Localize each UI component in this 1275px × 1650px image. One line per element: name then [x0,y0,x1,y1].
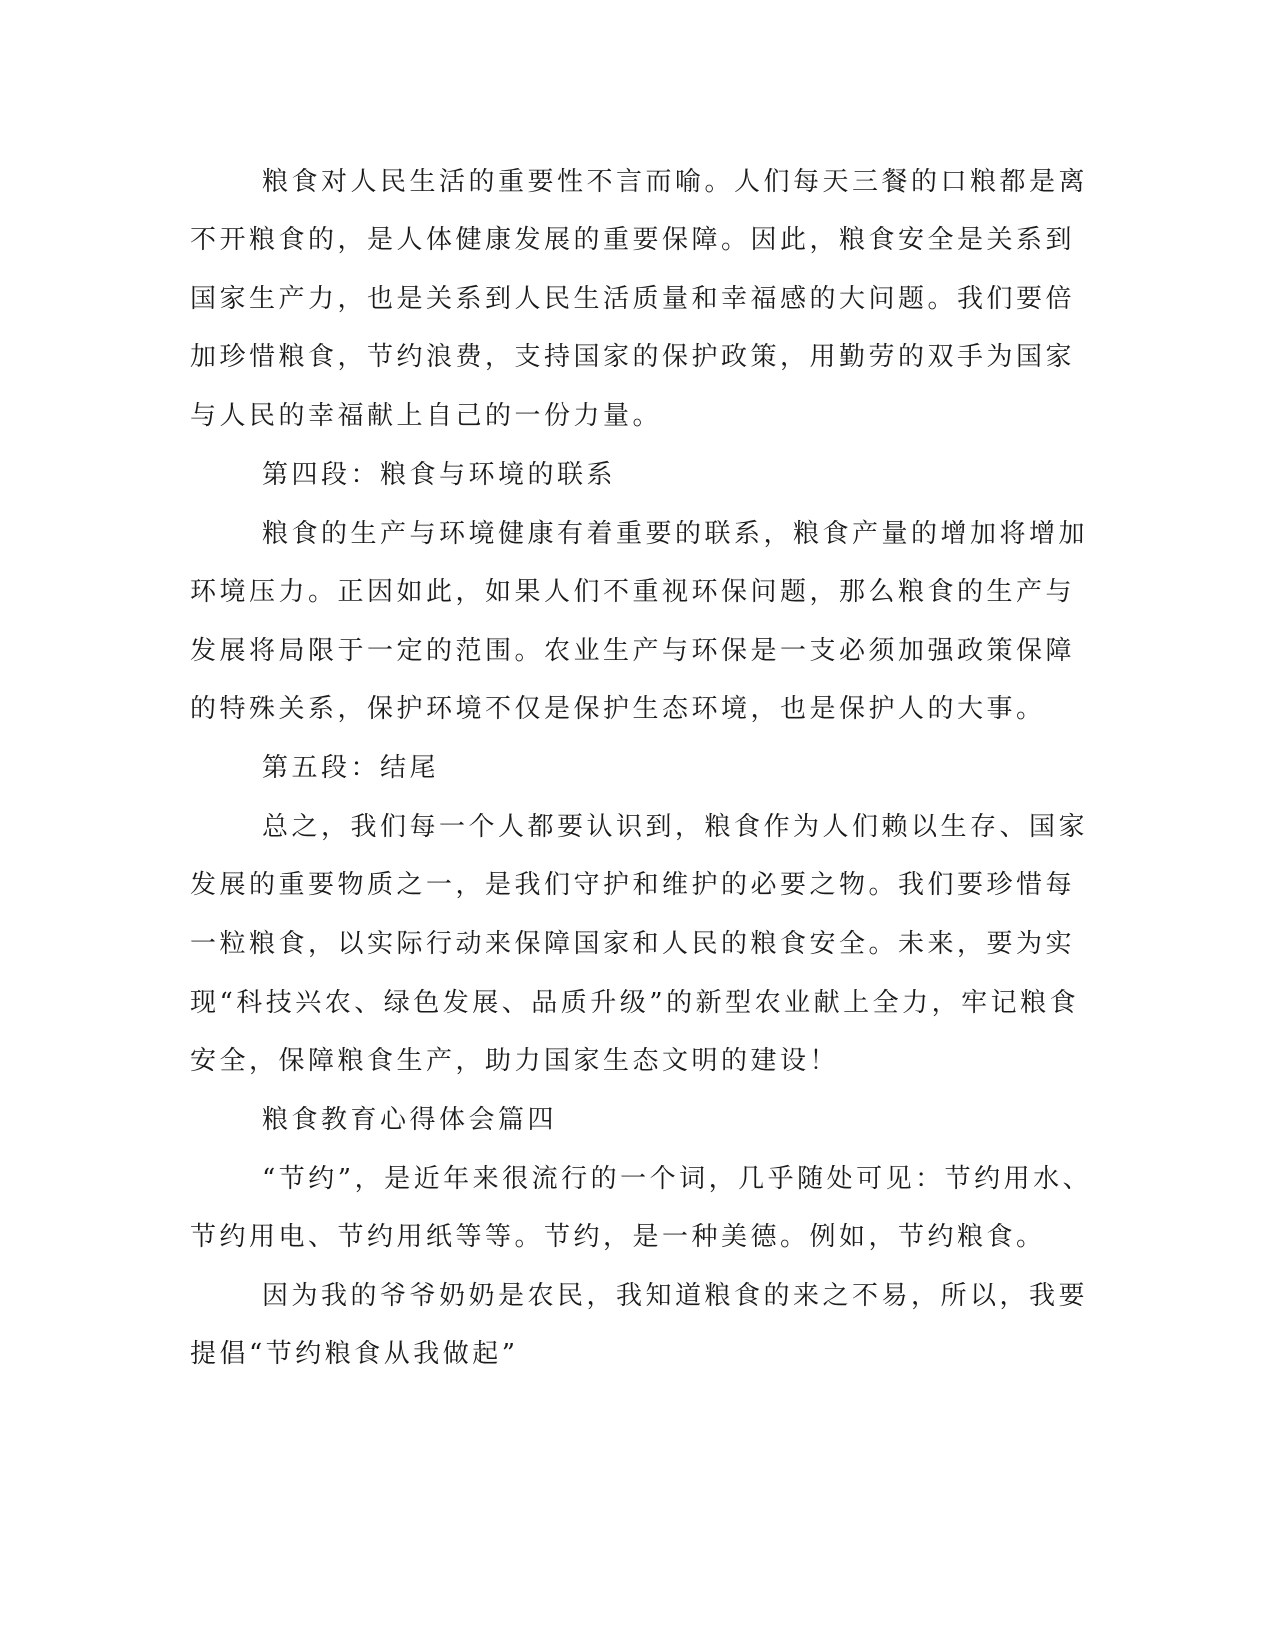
paragraph-line: 安全，保障粮食生产，助力国家生态文明的建设！ [190,1046,840,1076]
section-heading: 第四段：粮食与环境的联系 [262,460,617,490]
paragraph-line: 不开粮食的，是人体健康发展的重要保障。因此，粮食安全是关系到 [190,225,1076,255]
paragraph-line: 发展将局限于一定的范围。农业生产与环保是一支必须加强政策保障 [190,636,1076,666]
paragraph-line: 环境压力。正因如此，如果人们不重视环保问题，那么粮食的生产与 [190,577,1076,607]
paragraph-line: 的特殊关系，保护环境不仅是保护生态环境，也是保护人的大事。 [190,694,1046,724]
paragraph-line: 与人民的幸福献上自己的一份力量。 [190,401,663,431]
section-heading: 粮食教育心得体会篇四 [262,1105,558,1135]
paragraph-line: 一粒粮食，以实际行动来保障国家和人民的粮食安全。未来，要为实 [190,929,1076,959]
paragraph-line: 总之，我们每一个人都要认识到，粮食作为人们赖以生存、国家 [262,812,1089,842]
paragraph-line: 粮食对人民生活的重要性不言而喻。人们每天三餐的口粮都是离 [262,167,1089,197]
paragraph-line: 发展的重要物质之一，是我们守护和维护的必要之物。我们要珍惜每 [190,870,1076,900]
paragraph-line: 现“科技兴农、绿色发展、品质升级”的新型农业献上全力，牢记粮食 [190,988,1080,1018]
paragraph-line: 加珍惜粮食，节约浪费，支持国家的保护政策，用勤劳的双手为国家 [190,342,1076,372]
paragraph-line: 国家生产力，也是关系到人民生活质量和幸福感的大问题。我们要倍 [190,284,1076,314]
paragraph-line: “节约”，是近年来很流行的一个词，几乎随处可见：节约用水、 [262,1164,1093,1194]
paragraph-line: 节约用电、节约用纸等等。节约，是一种美德。例如，节约粮食。 [190,1222,1046,1252]
section-heading: 第五段：结尾 [262,753,440,783]
paragraph-line: 粮食的生产与环境健康有着重要的联系，粮食产量的增加将增加 [262,519,1089,549]
paragraph-line: 因为我的爷爷奶奶是农民，我知道粮食的来之不易，所以，我要 [262,1281,1089,1311]
paragraph-line: 提倡“节约粮食从我做起” [190,1339,519,1369]
